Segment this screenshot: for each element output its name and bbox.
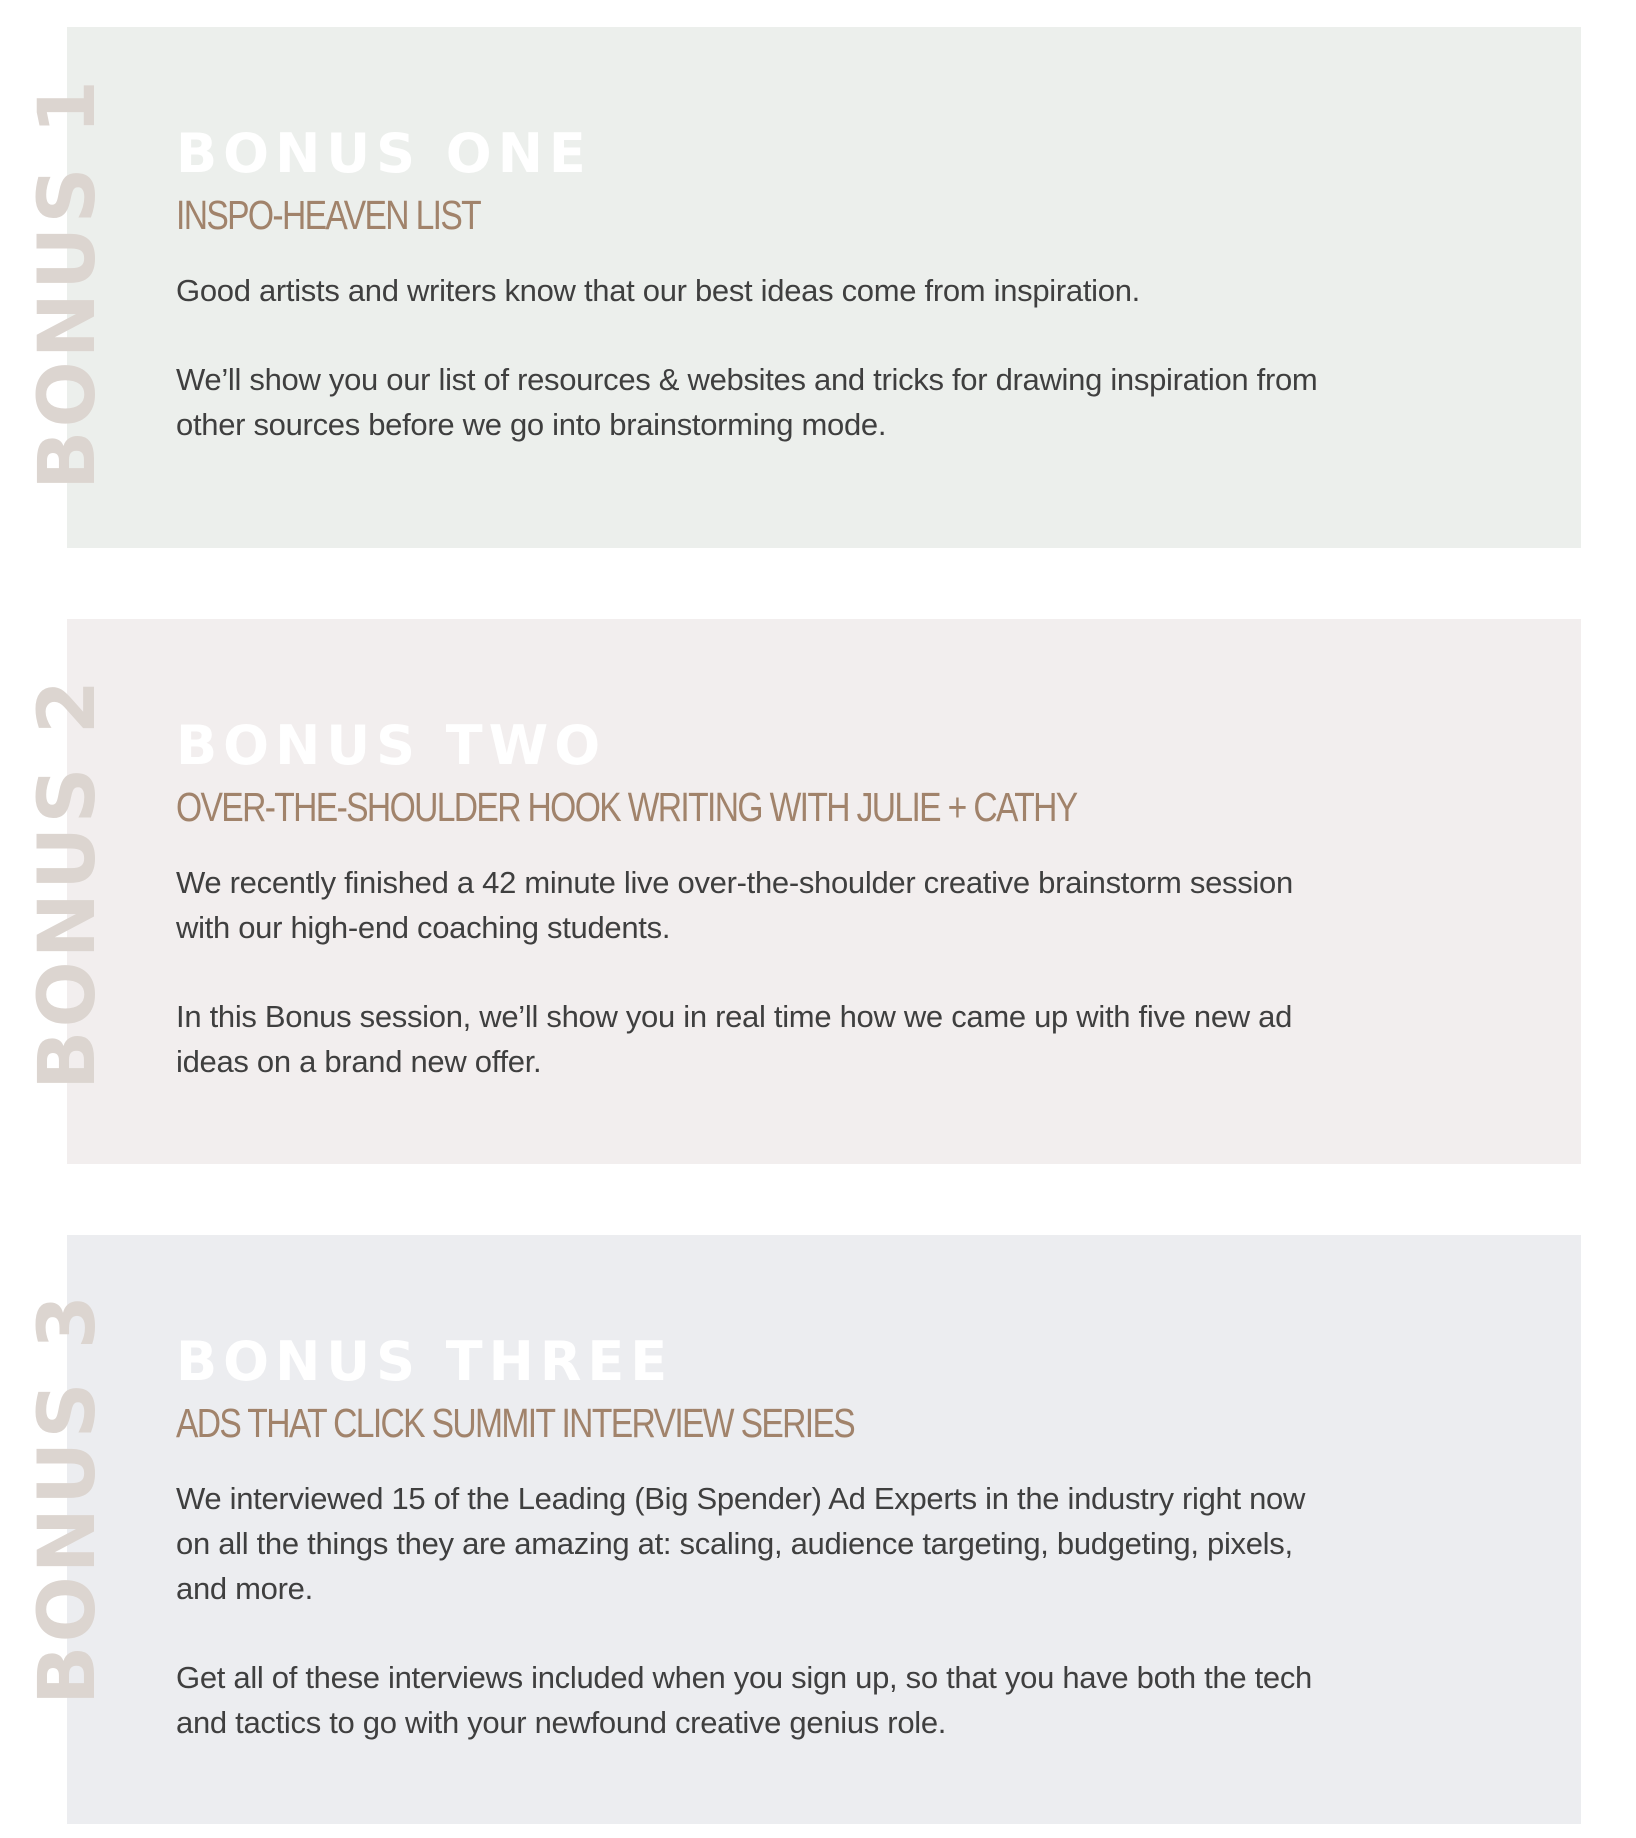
- bonus-three-paragraph: Get all of these interviews included when you sign up, so that you have both the tech and tactics to go with your newfound creative genius role.: [176, 1660, 1313, 1740]
- bonus-two-subtitle: OVER-THE-SHOULDER HOOK WRITING WITH JULIE + CATHY: [176, 784, 1077, 830]
- bonus-three-subtitle: ADS THAT CLICK SUMMIT INTERVIEW SERIES: [176, 1400, 855, 1446]
- bonus-one-paragraph: We’ll show you our list of resources & websites and tricks for drawing inspiration from other sources before we go into brainstorming mode.: [176, 362, 1318, 442]
- bonus-one-body: [176, 268, 1346, 447]
- bonus-three-content: [176, 1332, 1346, 1745]
- bonus-one-title: BONUS ONE: [176, 122, 592, 185]
- bonus-two-title: BONUS TWO: [176, 714, 607, 777]
- bonus-1-side-label-text: BONUS 1: [23, 77, 113, 490]
- bonus-three-paragraph: We interviewed 15 of the Leading (Big Spender) Ad Experts in the industry right now on all the things they are amazing at: scaling, audience targeting, budgeting, pixels, and more.: [176, 1481, 1306, 1606]
- bonus-two-body: [176, 860, 1346, 1084]
- bonus-one-card: [67, 27, 1581, 548]
- bonus-two-paragraph: In this Bonus session, we’ll show you in real time how we came up with five new ad ideas on a brand new offer.: [176, 999, 1293, 1079]
- bonus-2-side-label: [23, 675, 113, 1090]
- bonus-two-card: [67, 619, 1581, 1164]
- bonus-one-content: [176, 124, 1346, 447]
- bonus-3-side-label: [23, 1290, 113, 1705]
- bonus-3-side-label-text: BONUS 3: [23, 1292, 113, 1705]
- bonus-three-title: BONUS THREE: [176, 1330, 674, 1393]
- bonus-one-paragraph: Good artists and writers know that our best ideas come from inspiration.: [176, 273, 1140, 308]
- bonus-two-content: [176, 716, 1346, 1084]
- bonus-1-side-label: [23, 77, 113, 490]
- bonus-three-body: [176, 1476, 1346, 1745]
- bonus-one-subtitle: INSPO-HEAVEN LIST: [176, 192, 481, 238]
- bonus-three-card: [67, 1235, 1581, 1824]
- bonus-2-side-label-text: BONUS 2: [23, 677, 113, 1090]
- bonus-two-paragraph: We recently finished a 42 minute live over-the-shoulder creative brainstorm session with our high-end coaching students.: [176, 865, 1293, 945]
